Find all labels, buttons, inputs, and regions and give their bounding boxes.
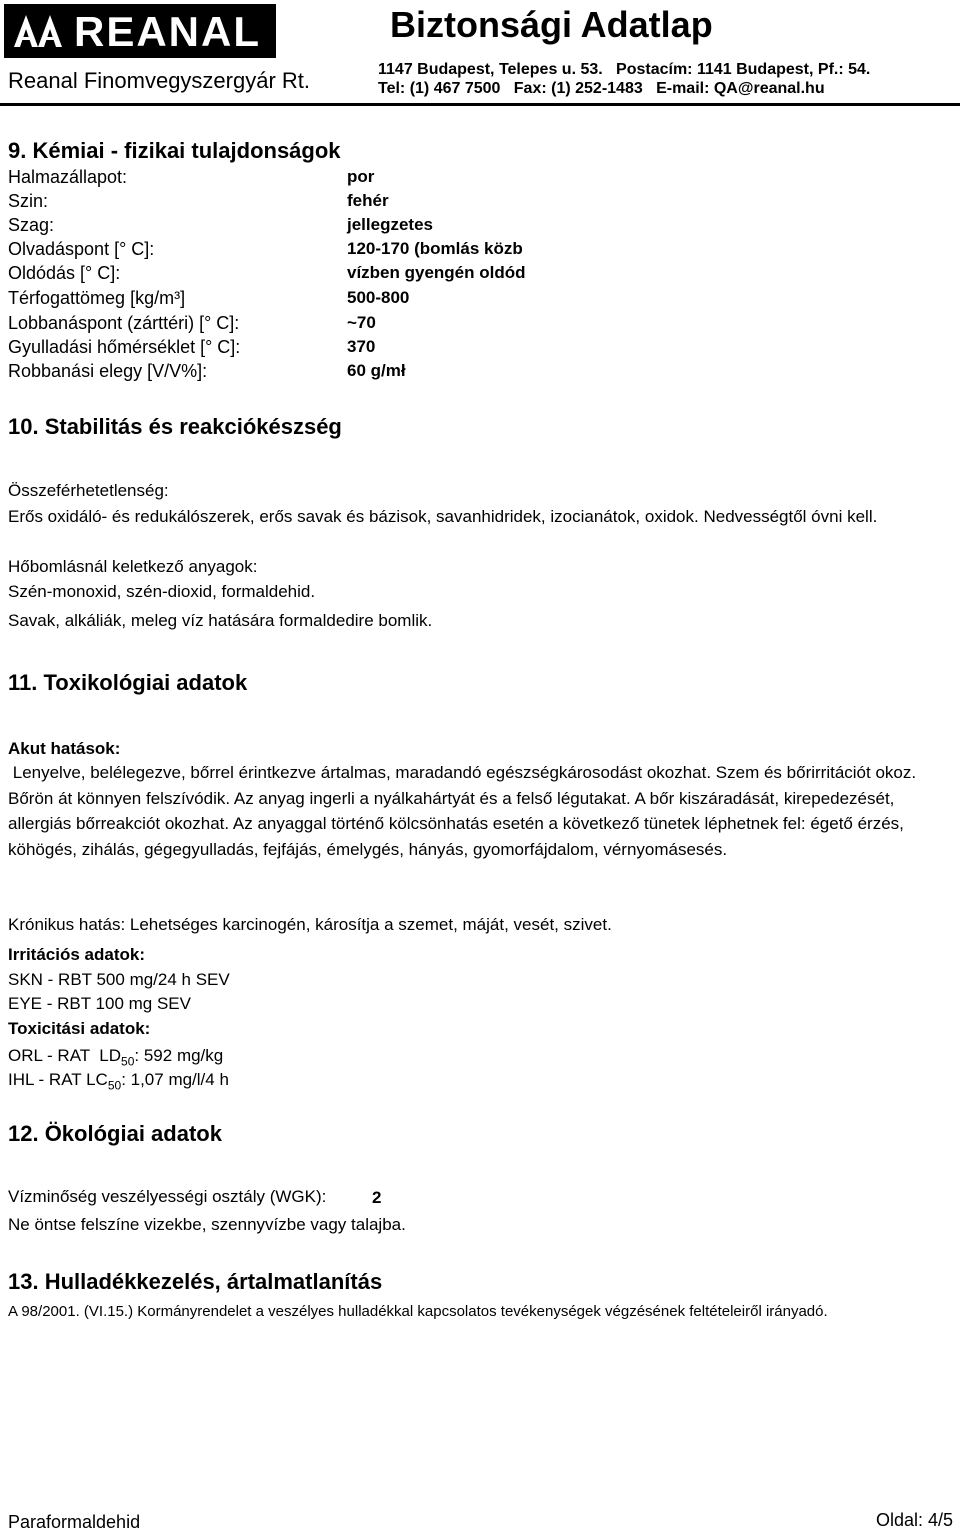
property-label: Lobbanáspont (zárttéri) [° C]: [8, 313, 240, 333]
ecology-note: Ne öntse felszíne vizekbe, szennyvízbe vagy talajba. [8, 1215, 406, 1234]
toxicity-inhalation-value: : 1,07 mg/l/4 h [121, 1070, 229, 1089]
company-name: Reanal Finomvegyszergyár Rt. [8, 68, 311, 93]
toxicity-label: Toxicitási adatok: [8, 1019, 151, 1038]
chronic-effects: Krónikus hatás: Lehetséges karcinogén, károsítja a szemet, máját, vesét, szivet. [8, 915, 612, 934]
property-value: 60 g/mł [347, 361, 406, 380]
property-label: Gyulladási hőmérséklet [° C]: [8, 337, 241, 357]
property-label: Szag: [8, 215, 55, 235]
section-9-title: 9. Kémiai - fizikai tulajdonságok [8, 138, 341, 163]
header-divider [0, 103, 960, 106]
footer-product: Paraformaldehid [8, 1512, 141, 1532]
toxicity-inhalation [8, 1070, 229, 1092]
logo-text: REANAL [74, 8, 261, 55]
property-value: jellegzetes [347, 215, 433, 234]
acute-effects-text: Lenyelve, belélegezve, bőrrel érintkezve ártalmas, maradandó egészségkárosodást okozhat. Szem és bőrirritációt okoz. Bőrön át könnyen felszívódik. Az anyag ingerli a nyálkahártyát és a felső légutakat. A bőr kiszáradását, kirepedezését, allergiás bőrreakciót okozhat. Az anyaggal történő kölcsönhatás esetén a következő tünetek léphetnek fel: égető érzés, köhögés, zihálás, gégegyulladás, fejfájás, émelygés, hányás, gyomorfájdalom, vérnyomásesés. [8, 763, 921, 859]
wgk-value: 2 [372, 1188, 382, 1207]
toxicity-oral-sub: 50 [121, 1054, 135, 1069]
toxicity-oral [8, 1046, 223, 1068]
section-13-title: 13. Hulladékkezelés, ártalmatlanítás [8, 1269, 383, 1294]
property-value: 370 [347, 337, 376, 356]
incompatibility-label: Összeférhetetlenség: [8, 481, 169, 500]
irritation-skin: SKN - RBT 500 mg/24 h SEV [8, 970, 230, 989]
irritation-eye: EYE - RBT 100 mg SEV [8, 994, 191, 1013]
property-label: Szin: [8, 191, 49, 211]
decomposition-text: Szén-monoxid, szén-dioxid, formaldehid. [8, 582, 316, 601]
reanal-logo [4, 4, 276, 58]
section-11-title: 11. Toxikológiai adatok [8, 670, 248, 695]
reanal-logo-icon [12, 13, 64, 49]
wgk-label: Vízminőség veszélyességi osztály (WGK): [8, 1187, 327, 1206]
property-value: fehér [347, 191, 389, 210]
document-title: Biztonsági Adatlap [390, 4, 713, 45]
company-contact: Tel: (1) 467 7500 Fax: (1) 252-1483 E-mail: QA@reanal.hu [378, 80, 825, 97]
property-value: 120-170 (bomlás közb [347, 239, 523, 258]
property-label: Olvadáspont [° C]: [8, 239, 155, 259]
property-value: vízben gyengén oldód [347, 263, 526, 282]
company-address: 1147 Budapest, Telepes u. 53. Postacím: 1141 Budapest, Pf.: 54. [378, 61, 871, 78]
irritation-label: Irritációs adatok: [8, 945, 145, 964]
toxicity-oral-value: : 592 mg/kg [134, 1046, 224, 1065]
toxicity-oral-prefix: ORL - RAT LD [8, 1046, 122, 1065]
footer-page-number: Oldal: 4/5 [876, 1510, 954, 1530]
incompatibility-text: Erős oxidáló- és redukálószerek, erős savak és bázisok, savanhidridek, izocianátok, oxidok. Nedvességtől óvni kell. [8, 507, 878, 526]
decomposition-label: Hőbomlásnál keletkező anyagok: [8, 557, 258, 576]
section-10-title: 10. Stabilitás és reakciókészség [8, 414, 342, 439]
property-label: Oldódás [° C]: [8, 263, 121, 283]
toxicity-inhalation-prefix: IHL - RAT LC [8, 1070, 108, 1089]
property-value: 500-800 [347, 288, 410, 307]
property-label: Robbanási elegy [V/V%]: [8, 361, 208, 381]
property-value: por [347, 167, 375, 186]
section-12-title: 12. Ökológiai adatok [8, 1121, 222, 1146]
stability-note: Savak, alkáliák, meleg víz hatására formaldedire bomlik. [8, 611, 433, 630]
disposal-text: A 98/2001. (VI.15.) Kormányrendelet a veszélyes hulladékkal kapcsolatos tevékenységek végzésének feltételeiről irányadó. [8, 1303, 828, 1320]
acute-effects-label: Akut hatások: [8, 739, 121, 758]
property-value: ~70 [347, 313, 376, 332]
toxicity-inhalation-sub: 50 [107, 1078, 122, 1093]
property-label: Halmazállapot: [8, 167, 128, 187]
property-label: Térfogattömeg [kg/m³] [8, 288, 186, 308]
